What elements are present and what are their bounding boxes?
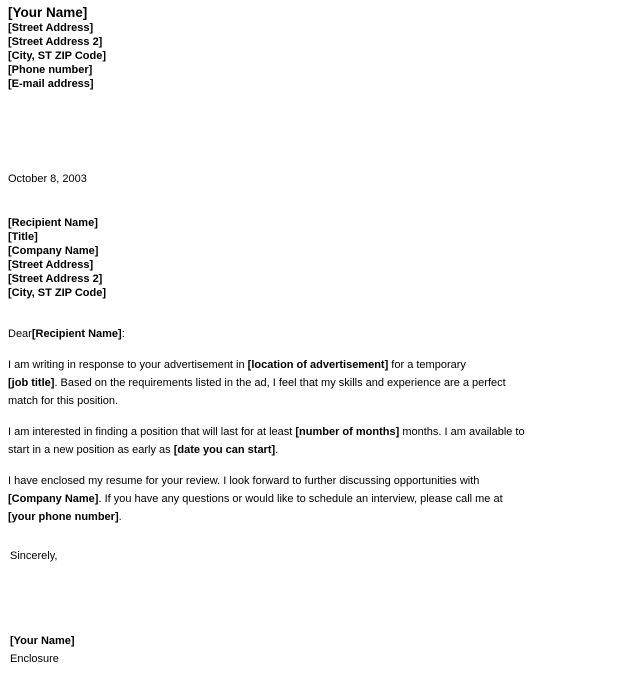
recipient-city: [City, ST ZIP Code] — [8, 287, 106, 299]
paragraph-2-line-1: I am interested in finding a position that will last for at least [number of months] months. I am available to — [8, 426, 525, 438]
closing: Sincerely, — [10, 550, 58, 562]
paragraph-3-line-3: [your phone number]. — [8, 511, 122, 523]
recipient-company: [Company Name] — [8, 245, 99, 257]
sender-street-2: [Street Address 2] — [8, 36, 103, 48]
recipient-street-2: [Street Address 2] — [8, 273, 103, 285]
paragraph-2 — [8, 423, 525, 459]
salutation-prefix: Dear — [8, 328, 32, 340]
sender-street-1: [Street Address] — [8, 22, 94, 34]
salutation-suffix: : — [121, 328, 125, 340]
paragraph-3 — [8, 472, 503, 526]
salutation — [8, 327, 125, 341]
signature-name: [Your Name] — [10, 635, 75, 647]
paragraph-1-line-1: I am writing in response to your advertisement in [location of advertisement] for a temporary — [8, 359, 466, 371]
recipient-title: [Title] — [8, 231, 38, 243]
recipient-name: [Recipient Name] — [8, 217, 98, 229]
paragraph-1-line-2: [job title]. Based on the requirements listed in the ad, I feel that my skills and experience are a perfect — [8, 377, 506, 389]
letter-date: October 8, 2003 — [8, 173, 87, 185]
paragraph-3-line-1: I have enclosed my resume for your review. I look forward to further discussing opportunities with — [8, 475, 480, 487]
enclosure-note: Enclosure — [10, 653, 59, 665]
paragraph-1-line-3: match for this position. — [8, 395, 119, 407]
sender-email: [E-mail address] — [8, 78, 94, 90]
sender-city: [City, ST ZIP Code] — [8, 50, 106, 62]
sender-block — [8, 5, 106, 91]
salutation-name: [Recipient Name] — [31, 328, 122, 340]
paragraph-2-line-2: start in a new position as early as [date you can start]. — [8, 444, 279, 456]
recipient-block — [8, 216, 106, 300]
sender-name: [Your Name] — [8, 5, 88, 20]
recipient-street-1: [Street Address] — [8, 259, 94, 271]
paragraph-3-line-2: [Company Name]. If you have any questions or would like to schedule an interview, please call me at — [8, 493, 503, 505]
paragraph-1 — [8, 356, 506, 410]
sender-phone: [Phone number] — [8, 64, 93, 76]
